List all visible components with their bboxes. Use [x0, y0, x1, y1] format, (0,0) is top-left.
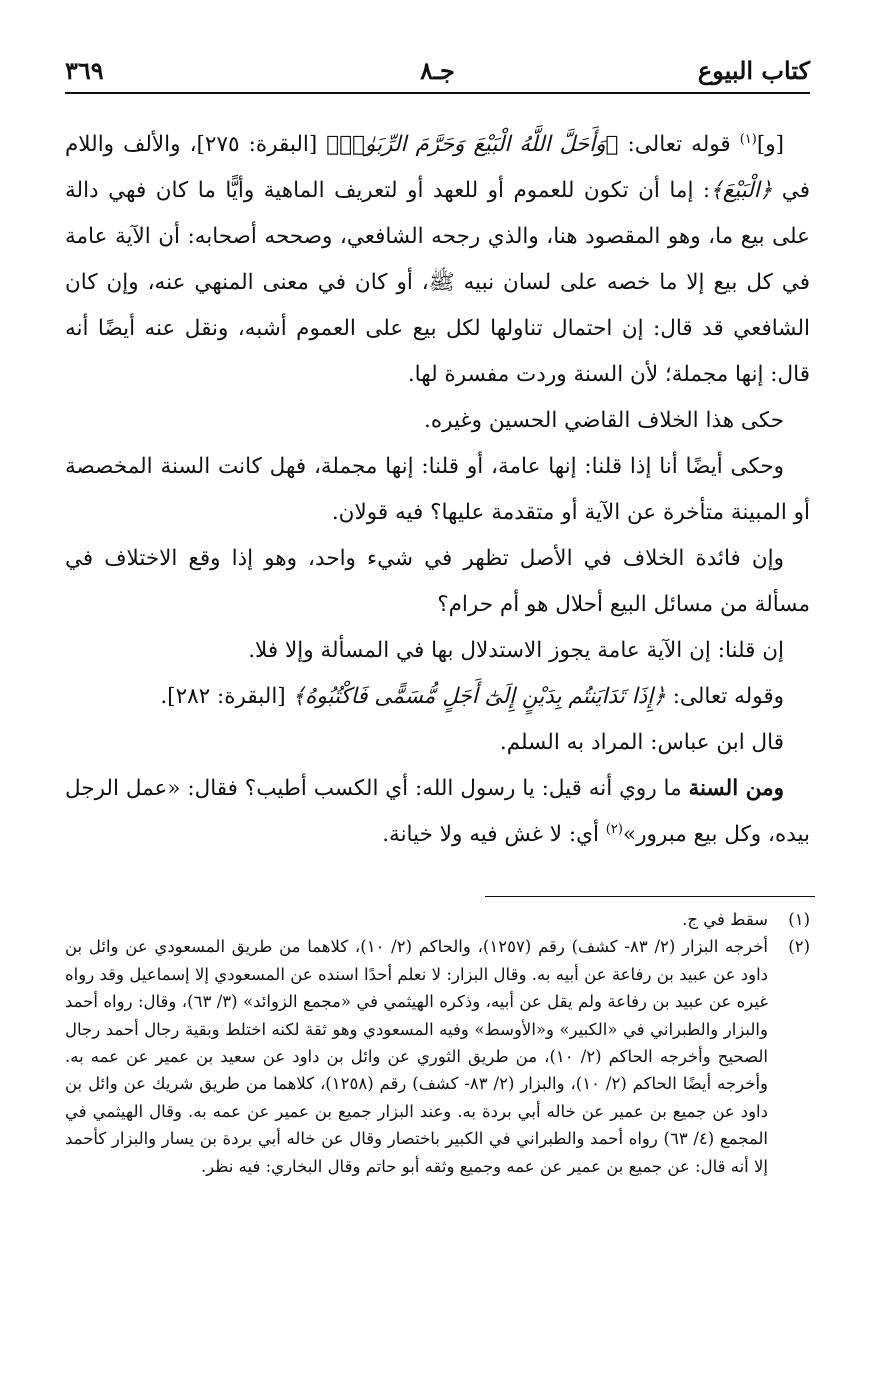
paragraph-7: قال ابن عباس: المراد به السلم.: [499, 730, 784, 755]
footnote-text: سقط في ج.: [682, 910, 768, 929]
section-highlight: ومن السنة: [688, 776, 784, 801]
footnote-1: [65, 906, 810, 933]
page-header: [65, 52, 810, 94]
book-title: كتاب البيوع: [697, 56, 810, 85]
page-number: ٣٦٩: [65, 56, 104, 85]
text-segment: [البقرة: ٢٧٥]، والألف واللام في: [65, 132, 810, 203]
footnote-ref-2: (٢): [605, 821, 623, 837]
bracket-lead: [و]: [756, 132, 785, 157]
footnotes: [65, 906, 810, 1180]
footnote-2: [65, 933, 810, 1180]
paragraph-4: وإن فائدة الخلاف في الأصل تظهر في شيء واحد، وهو إذا وقع الاختلاف في مسألة من مسائل البيع أحلال هو أم حرام؟: [65, 546, 810, 617]
quran-verse: ﴿إِذَا تَدَايَنتُم بِدَيْنٍ إِلَىٰٓ أَجَلٍ مُّسَمًّى فَاكْتُبُوهُ﴾: [292, 684, 666, 709]
footnote-separator: [485, 896, 815, 897]
text-segment: : إما أن تكون للعموم أو للعهد أو لتعريف الماهية وأيًّا ما كان فهي دالة على بيع ما، وهو المقصود هنا، والذي رجحه الشافعي، وصححه أصحابه: أن الآية عامة في كل بيع إلا ما خصه على لسان نبيه ﷺ، أو كان في معنى المنهي عنه، وإن كان الشافعي قد قال: إن احتمال تناولها لكل بيع على العموم أشبه، ونقل عنه أيضًا أنه قال: إنها مجملة؛ لأن السنة وردت مفسرة لها.: [65, 178, 810, 387]
paragraph-5: إن قلنا: إن الآية عامة يجوز الاستدلال بها في المسألة وإلا فلا.: [248, 638, 784, 663]
paragraph-2: حكى هذا الخلاف القاضي الحسين وغيره.: [423, 408, 784, 433]
text-segment: [البقرة: ٢٨٢].: [160, 684, 293, 709]
footnote-text: أخرجه البزار (٢/ ٨٣- كشف) رقم (١٢٥٧)، والحاكم (٢/ ١٠)، كلاهما من طريق المسعودي عن وائل بن داود عن عبيد بن رفاعة عن أبيه به. وقال البزار: لا نعلم أحدًا اسنده عن المسعودي إلا إسماعيل وقد رواه غيره عن عبيد بن رفاعة ولم يقل عن أبيه، وذكره الهيثمي في «مجمع الزوائد» (٣/ ٦٣)، وقال: رواه أحمد والبزار والطبراني في «الكبير» و«الأوسط» وفيه المسعودي وهو ثقة لكنه اختلط وبقية رجال أحمد رجال الصحيح وأخرجه الحاكم (٢/ ١٠)، من طريق الثوري عن وائل بن داود عن سعيد بن عمير عن عمه به. وأخرجه أيضًا الحاكم (٢/ ١٠)، والبزار (٢/ ٨٣- كشف) رقم (١٢٥٨)، كلاهما من طريق شريك عن وائل بن داود عن جميع بن عمير عن خاله أبي بردة به. وعند البزار جميع بن عمير عن عمه به. وقال الهيثمي في المجمع (٤/ ٦٣) رواه أحمد والطبراني في الكبير باختصار وقال عن خاله أبي بردة بن يسار والبزار كأحمد إلا أنه قال: عن جميع بن عمير عن عمه وجميع وثقه أبو حاتم وقال البخاري: فيه نظر.: [65, 937, 769, 1176]
text-segment: أي: لا غش فيه ولا خيانة.: [382, 822, 606, 847]
text-segment: وقوله تعالى:: [665, 684, 784, 709]
volume-label: جـ٨: [420, 56, 455, 85]
footnote-ref-1: (١): [739, 131, 757, 147]
paragraph-3: وحكى أيضًا أنا إذا قلنا: إنها عامة، أو قلنا: إنها مجملة، فهل كانت السنة المخصصة أو المبينة متأخرة عن الآية أو متقدمة عليها؟ فيه قولان.: [65, 454, 810, 525]
text-segment: ما روي أنه قيل: يا رسول الله: أي الكسب أطيب؟ فقال: «عمل الرجل بيده، وكل بيع مبرور»: [65, 776, 810, 847]
quran-word: ﴿الْبَيْعَ﴾: [710, 178, 773, 203]
main-text: [65, 122, 810, 858]
footnote-number: (١): [788, 910, 810, 929]
footnote-number: (٢): [788, 937, 810, 957]
paragraph-8: [65, 766, 810, 858]
paragraph-1: [65, 122, 810, 398]
text-segment: قوله تعالى:: [618, 132, 740, 157]
quran-verse: ﴿وَأَحَلَّ اللَّهُ الْبَيْعَ وَحَرَّمَ الرِّبَوٰا۟﴾: [326, 132, 619, 157]
paragraph-6: [65, 674, 810, 720]
